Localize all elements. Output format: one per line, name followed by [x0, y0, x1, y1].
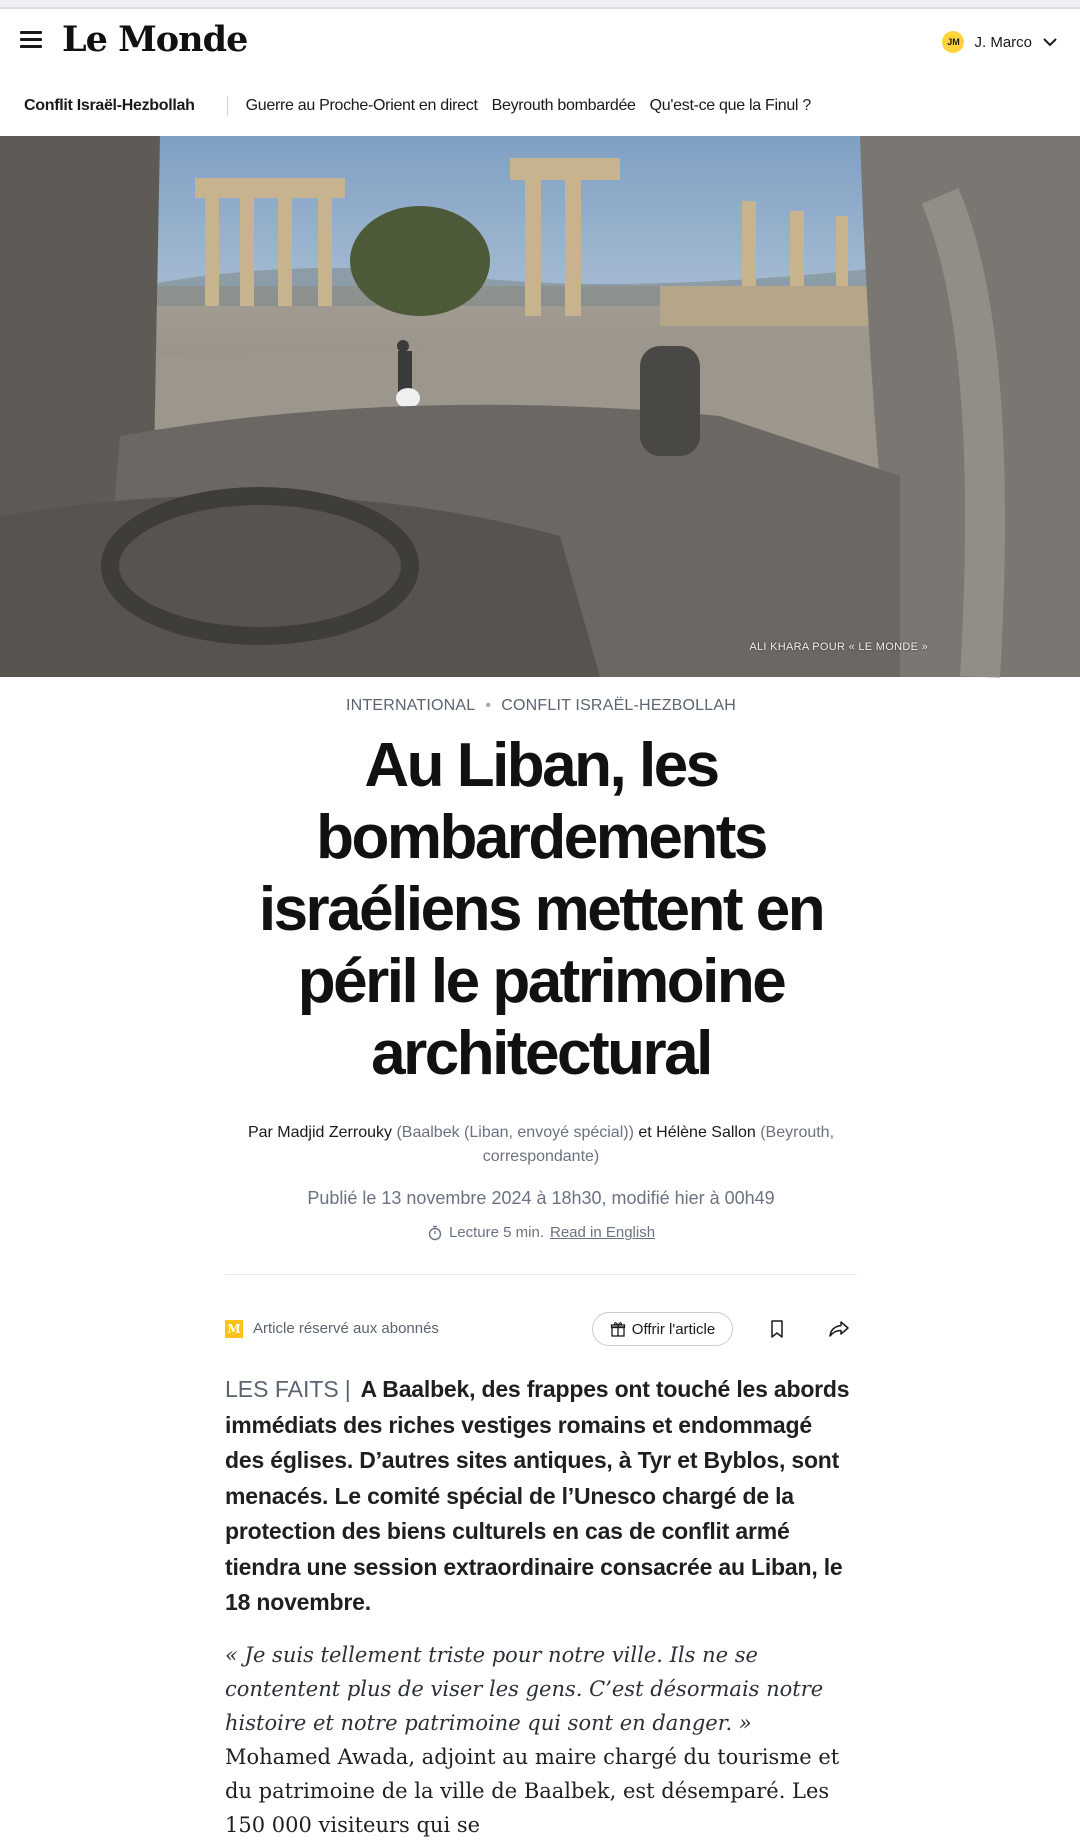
kicker-topic-link[interactable]: CONFLIT ISRAËL-HEZBOLLAH	[501, 697, 737, 714]
site-header	[0, 11, 1080, 71]
topic-nav	[0, 88, 1080, 124]
menu-icon[interactable]	[20, 31, 42, 49]
nav-item-beirut[interactable]: Beyrouth bombardée	[491, 97, 636, 114]
author-location-1: (Baalbek (Liban, envoyé spécial))	[392, 1124, 634, 1141]
author-link-2[interactable]: Hélène Sallon	[656, 1124, 756, 1141]
author-link-1[interactable]: Madjid Zerrouky	[277, 1124, 392, 1141]
nav-primary-topic[interactable]: Conflit Israël-Hezbollah	[24, 97, 195, 114]
article-kicker	[225, 697, 857, 715]
hero-photo-illustration	[0, 136, 1080, 677]
photo-credit: ALI KHARA POUR « LE MONDE »	[749, 641, 928, 653]
user-account-menu[interactable]	[942, 29, 1058, 55]
subscriber-note: Article réservé aux abonnés	[253, 1320, 439, 1337]
article-title: Au Liban, les bombardements israéliens mettent en péril le patrimoine architectural	[258, 731, 824, 1088]
body-text: Mohamed Awada, adjoint au maire chargé du tourisme et du patrimoine de la ville de Baalbek, est désemparé. Les 150 000 visiteurs qui se	[225, 1745, 840, 1837]
reading-info	[225, 1224, 857, 1241]
byline-prefix: Par	[247, 1124, 278, 1141]
read-in-english-link[interactable]: Read in English	[549, 1224, 656, 1241]
gift-icon	[610, 1321, 626, 1337]
offer-article-button[interactable]	[592, 1312, 733, 1346]
nav-item-live[interactable]: Guerre au Proche-Orient en direct	[245, 97, 478, 114]
lead-label: LES FAITS	[225, 1376, 339, 1402]
chevron-down-icon	[1042, 34, 1058, 50]
timer-icon	[427, 1225, 443, 1241]
reading-time: Lecture 5 min.	[448, 1224, 544, 1241]
nav-divider	[227, 96, 228, 116]
article-body-paragraph	[225, 1638, 857, 1842]
body-quote: « Je suis tellement triste pour notre ville. Ils ne se contentent plus de viser les gens. C’est désormais notre histoire et notre patrimoine qui sont en danger. »	[225, 1643, 824, 1735]
kicker-section-link[interactable]: INTERNATIONAL	[345, 697, 476, 714]
byline-conjunction: et	[633, 1124, 657, 1141]
author-location-2: (Beyrouth, correspondante)	[482, 1124, 835, 1165]
lead-separator: |	[344, 1376, 351, 1402]
bookmark-icon[interactable]	[767, 1318, 787, 1340]
publish-date: Publié le 13 novembre 2024 à 18h30, modifié hier à 00h49	[307, 1188, 775, 1208]
article-lead	[225, 1372, 857, 1621]
le-monde-logo[interactable]: Le Monde	[62, 19, 248, 60]
lead-text: A Baalbek, des frappes ont touché les abords immédiats des riches vestiges romains et endommagé des églises. D’autres sites antiques, à Tyr et Byblos, sont menacés. Le comité spécial de l’Unesco chargé de la protection des biens culturels en cas de conflit armé tiendra une session extraordinaire consacrée au Liban, le 18 novembre.	[225, 1376, 850, 1615]
nav-item-finul[interactable]: Qu'est-ce que la Finul ?	[649, 97, 811, 114]
divider	[225, 1274, 857, 1275]
user-name: J. Marco	[974, 33, 1032, 51]
hero-photo	[0, 136, 1080, 677]
browser-top-strip	[0, 0, 1080, 9]
article-byline	[225, 1121, 857, 1169]
article-toolbar	[225, 1310, 857, 1346]
kicker-separator: •	[485, 697, 492, 714]
avatar: JM	[942, 31, 964, 53]
offer-article-label: Offrir l'article	[631, 1320, 716, 1338]
share-icon[interactable]	[827, 1318, 851, 1340]
subscriber-badge-icon: M	[225, 1320, 243, 1338]
